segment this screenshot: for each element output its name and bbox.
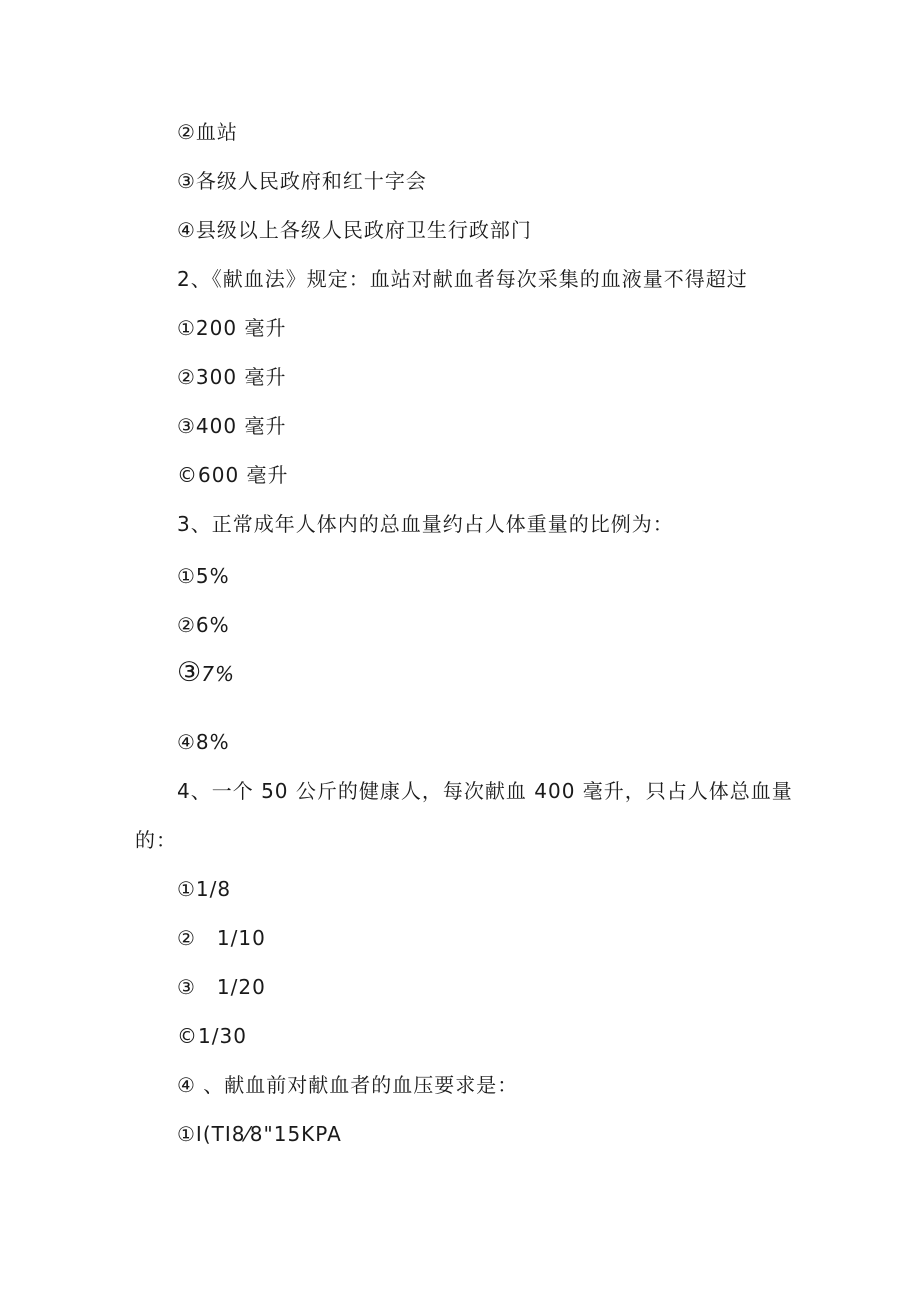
question-line: 3、正常成年人体内的总血量约占人体重量的比例为： xyxy=(177,512,674,536)
option-line: ©1/30 xyxy=(177,1024,247,1048)
option-value: 7% xyxy=(201,662,235,686)
question-line-continued: 的： xyxy=(135,828,177,852)
option-line: ③400 毫升 xyxy=(177,414,287,438)
option-line: ② 1/10 xyxy=(177,926,266,950)
option-line: ②6% xyxy=(177,613,230,637)
option-line: ①200 毫升 xyxy=(177,316,287,340)
option-line: ①I(TI8⁄8"15KPA xyxy=(177,1122,342,1146)
question-line: 2、《献血法》规定：血站对献血者每次采集的血液量不得超过 xyxy=(177,267,748,291)
option-line: ③各级人民政府和红十字会 xyxy=(177,169,427,193)
question-line: 4、一个 50 公斤的健康人，每次献血 400 毫升，只占人体总血量 xyxy=(177,779,793,803)
option-line: ④县级以上各级人民政府卫生行政部门 xyxy=(177,218,532,242)
option-line: ③ 1/20 xyxy=(177,975,266,999)
option-line: ④8% xyxy=(177,730,230,754)
option-marker: ③ xyxy=(177,657,202,688)
question-line: ④ 、献血前对献血者的血压要求是： xyxy=(177,1073,519,1097)
option-line: ②血站 xyxy=(177,120,238,144)
option-line xyxy=(177,657,235,688)
option-line: ①5% xyxy=(177,564,230,588)
option-line: ②300 毫升 xyxy=(177,365,287,389)
option-line: ©600 毫升 xyxy=(177,463,289,487)
option-line: ①1/8 xyxy=(177,877,232,901)
